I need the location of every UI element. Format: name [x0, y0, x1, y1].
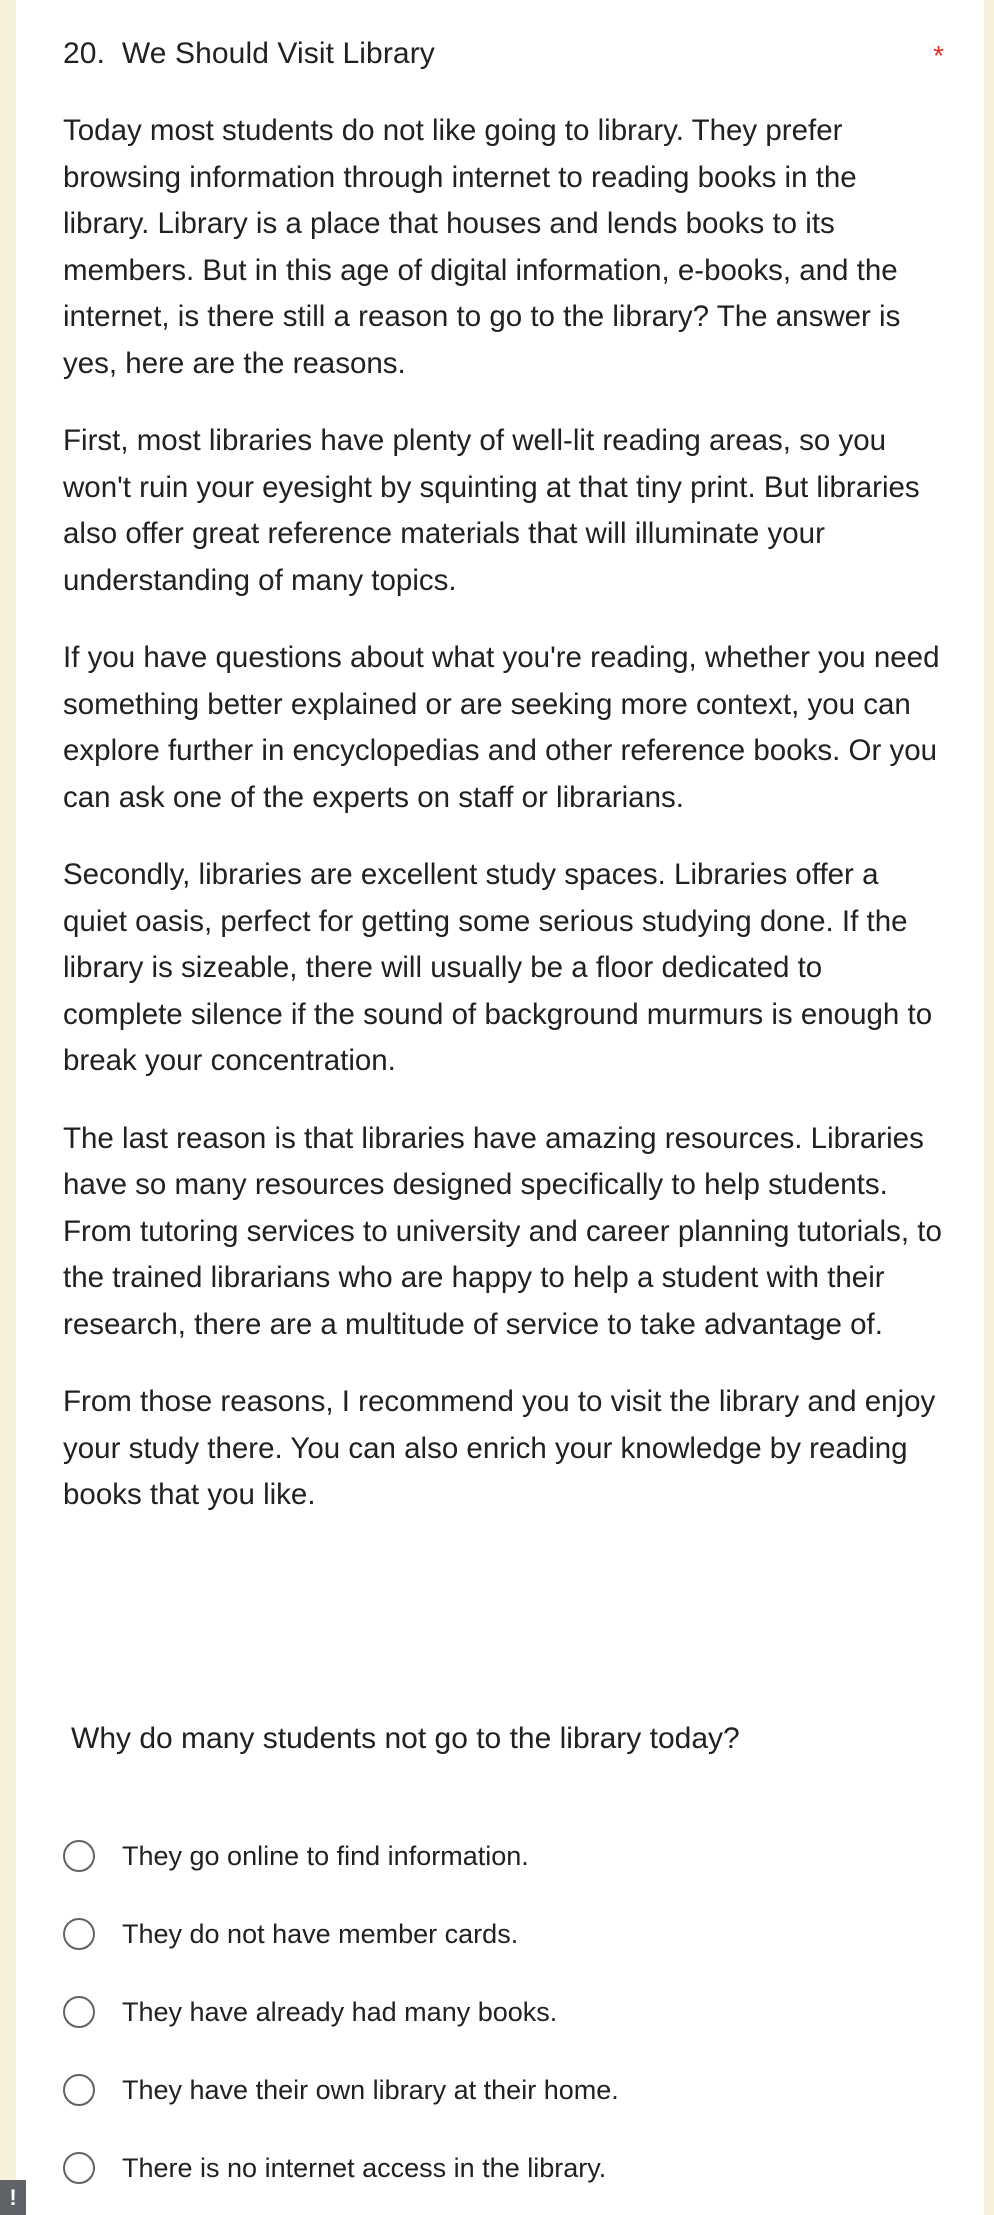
passage-paragraph-5: The last reason is that libraries have amazing resources. Libraries have so many resources designed specifically to help students. From tutoring services to university and career planning tutorials, to the trained librarians who are happy to help a student with their research, there are a multitude of service to take advantage of.: [63, 1121, 942, 1341]
option-label-1: They go online to find information.: [122, 1840, 529, 1871]
option-2[interactable]: [63, 1895, 943, 1973]
feedback-tab[interactable]: [0, 2180, 26, 2215]
radio-button-2[interactable]: [63, 1918, 95, 1950]
question-number: 20.: [63, 37, 106, 70]
option-5[interactable]: [63, 2129, 943, 2207]
question-card: [16, 0, 984, 2215]
question-title-text: We Should Visit Library: [121, 37, 435, 70]
radio-button-5[interactable]: [63, 2152, 95, 2184]
passage-paragraph-2: First, most libraries have plenty of well-lit reading areas, so you won't ruin your eyesight by squinting at that tiny print. But libraries also offer great reference materials that will illuminate your understanding of many topics.: [63, 424, 920, 597]
exclamation-icon: !: [9, 2184, 17, 2210]
option-4[interactable]: [63, 2051, 943, 2129]
passage-paragraph-4: Secondly, libraries are excellent study spaces. Libraries offer a quiet oasis, perfect for getting some serious studying done. If the library is sizeable, there will usually be a floor dedicated to complete silence if the sound of background murmurs is enough to break your concentration.: [63, 858, 933, 1077]
question-title: [63, 37, 435, 71]
option-label-5: There is no internet access in the library.: [122, 2152, 607, 2183]
option-3[interactable]: [63, 1973, 943, 2051]
passage-paragraph-6: From those reasons, I recommend you to visit the library and enjoy your study there. You can also enrich your knowledge by reading books that you like.: [63, 1385, 936, 1511]
option-label-2: They do not have member cards.: [122, 1918, 519, 1949]
question-header: [63, 34, 944, 74]
required-asterisk: *: [933, 40, 944, 71]
reading-passage: [63, 108, 943, 1550]
radio-button-3[interactable]: [63, 1996, 95, 2028]
option-label-4: They have their own library at their home.: [122, 2074, 619, 2105]
radio-button-4[interactable]: [63, 2074, 95, 2106]
passage-paragraph-1: Today most students do not like going to library. They prefer browsing information through internet to reading books in the library. Library is a place that houses and lends books to its members. But in this age of digital information, e-books, and the internet, is there still a reason to go to the library? The answer is yes, here are the reasons.: [63, 114, 901, 380]
radio-button-1[interactable]: [63, 1840, 95, 1872]
question-prompt: Why do many students not go to the library today?: [71, 1722, 740, 1755]
option-label-3: They have already had many books.: [122, 1996, 558, 2027]
answer-options: [63, 1817, 943, 2207]
option-1[interactable]: [63, 1817, 943, 1895]
passage-paragraph-3: If you have questions about what you're reading, whether you need something better explained or are seeking more context, you can explore further in encyclopedias and other reference books. Or you can ask one of the experts on staff or librarians.: [63, 641, 940, 814]
